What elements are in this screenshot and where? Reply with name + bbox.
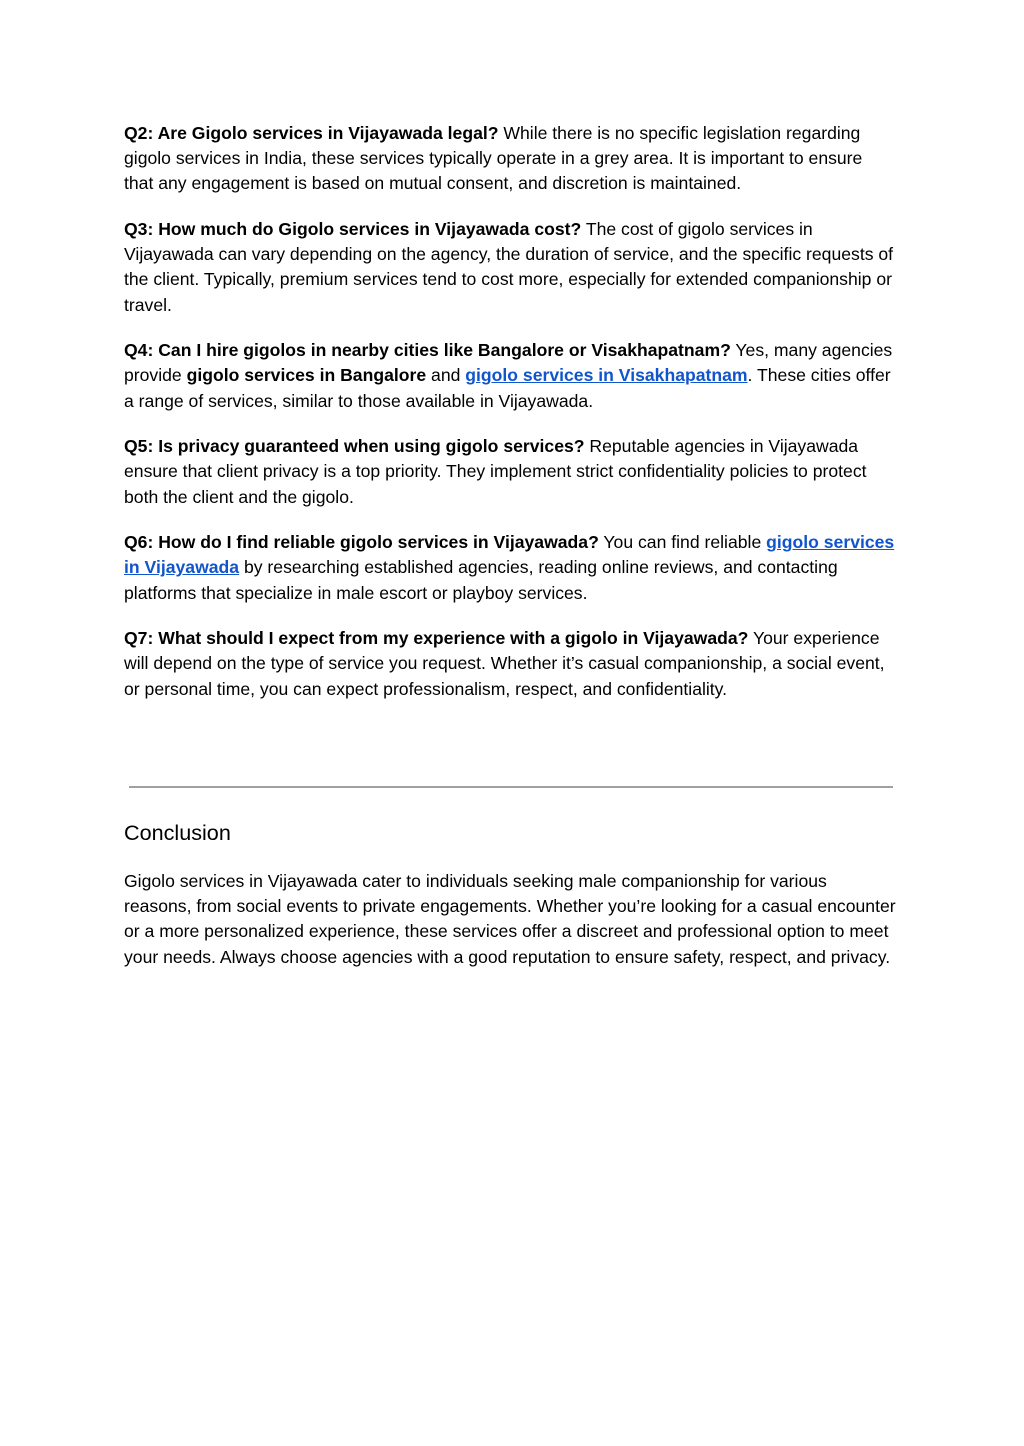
faq-item-q6 [124,530,896,606]
faq-section [124,121,896,722]
faq-answer-part: by researching established agencies, reading online reviews, and contacting platforms that specialize in male escort or playboy services. [124,557,838,603]
faq-answer: The cost of gigolo services in Vijayawada can vary depending on the agency, the duration of service, and the specific requests of the client. Typically, premium services tend to cost more, especially for extended companionship or travel. [124,219,894,315]
faq-question: Q4: Can I hire gigolos in nearby cities like Bangalore or Visakhapatnam? [124,340,731,361]
faq-question: Q5: Is privacy guaranteed when using gigolo services? [124,436,585,457]
faq-answer: Reputable agencies in Vijayawada ensure that client privacy is a top priority. They implement strict confidentiality policies to protect both the client and the gigolo. [124,436,867,507]
faq-answer-part: Yes, many agencies provide [124,340,893,386]
faq-item-q7 [124,626,896,702]
faq-question: Q3: How much do Gigolo services in Vijayawada cost? [124,219,582,239]
conclusion-heading: Conclusion [124,820,231,845]
faq-question: Q7: What should I expect from my experience with a gigolo in Vijayawada? [124,628,749,649]
faq-question: Q2: Are Gigolo services in Vijayawada legal? [124,123,499,143]
horizontal-divider [129,786,893,788]
faq-item-q3 [124,217,896,318]
visakhapatnam-link[interactable]: gigolo services in Visakhapatnam [465,365,748,386]
faq-item-q4 [124,338,896,414]
faq-answer-part: You can find reliable [598,532,767,553]
faq-item-q5 [124,434,896,510]
conclusion-body: Gigolo services in Vijayawada cater to individuals seeking male companionship for various reasons, from social events to private engagements. Whether you’re looking for a casual encounter or a more personalized experience, these services offer a discreet and professional option to meet your needs. Always choose agencies with a good reputation to ensure safety, respect, and privacy. [124,871,896,967]
faq-answer: While there is no specific legislation regarding gigolo services in India, these services typically operate in a grey area. It is important to ensure that any engagement is based on mutual consent, and discretion is maintained. [124,123,863,194]
bold-phrase: gigolo services in Bangalore [186,365,427,386]
faq-answer: Your experience will depend on the type of service you request. Whether it’s casual companionship, a social event, or personal time, you can expect professionalism, respect, and confidentiality. [124,628,885,699]
faq-answer-part: . These cities offer a range of services, similar to those available in Vijayawada. [124,365,891,411]
vijayawada-link[interactable]: gigolo services in Vijayawada [124,532,895,578]
faq-question: Q6: How do I find reliable gigolo services in Vijayawada? [124,532,599,553]
faq-answer-part: and [426,365,466,386]
faq-item-q2 [124,121,896,197]
